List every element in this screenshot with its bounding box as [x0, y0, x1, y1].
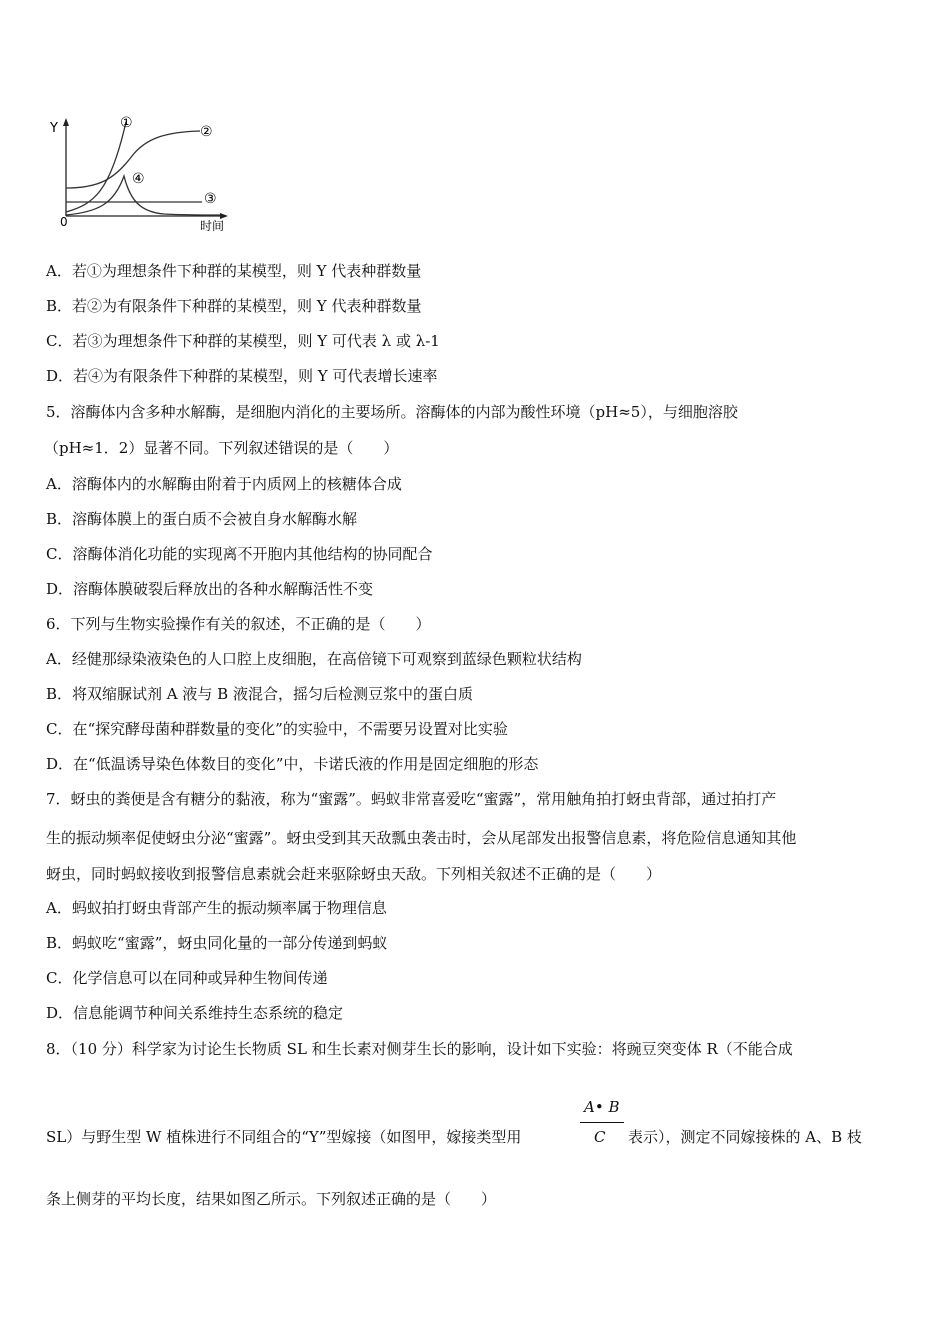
q5-stem-line1: 5．溶酶体内含多种水解酶，是细胞内消化的主要场所。溶酶体的内部为酸性环境（pH≈5），与细胞溶胶	[46, 403, 738, 421]
curves-graph	[44, 108, 244, 238]
curve-label-4: ④	[132, 171, 145, 187]
q6-option-c: C．在“探究酵母菌种群数量的变化”的实验中，不需要另设置对比实验	[46, 720, 508, 738]
q5-option-a: A．溶酶体内的水解酶由附着于内质网上的核糖体合成	[46, 475, 402, 493]
q4-option-a: A．若①为理想条件下种群的某模型，则 Y 代表种群数量	[46, 262, 422, 280]
q6-option-a: A．经健那绿染液染色的人口腔上皮细胞，在高倍镜下可观察到蓝绿色颗粒状结构	[46, 650, 582, 668]
fraction-denominator: C	[594, 1128, 606, 1146]
q5-stem-line2: （pH≈1．2）显著不同。下列叙述错误的是（ ）	[44, 439, 399, 457]
curve-label-1: ①	[120, 115, 133, 131]
population-curves-figure	[44, 108, 244, 238]
q7-stem-line2: 生的振动频率促使蚜虫分泌“蜜露”。蚜虫受到其天敌瓢虫袭击时，会从尾部发出报警信息素，将危险信息通知其他	[46, 829, 797, 847]
x-axis-label: 时间	[200, 219, 225, 233]
curve-label-2: ②	[200, 124, 213, 140]
graft-type-fraction	[578, 1098, 628, 1148]
q6-option-b: B．将双缩脲试剂 A 液与 B 液混合，摇匀后检测豆浆中的蛋白质	[46, 685, 473, 703]
q4-option-c: C．若③为理想条件下种群的某模型，则 Y 可代表 λ 或 λ-1	[46, 332, 440, 350]
q7-option-d: D．信息能调节种间关系维持生态系统的稳定	[46, 1004, 344, 1022]
q6-option-d: D．在“低温诱导染色体数目的变化”中，卡诺氏液的作用是固定细胞的形态	[46, 755, 539, 773]
q7-stem-line3: 蚜虫，同时蚂蚁接收到报警信息素就会赶来驱除蚜虫天敌。下列相关叙述不正确的是（ ）	[46, 865, 662, 883]
q5-option-c: C．溶酶体消化功能的实现离不开胞内其他结构的协同配合	[46, 545, 433, 563]
curve-label-3: ③	[204, 191, 217, 207]
fraction-numerator: A• B	[584, 1098, 620, 1116]
q4-option-d: D．若④为有限条件下种群的某模型，则 Y 可代表增长速率	[46, 367, 438, 385]
q7-stem-line1: 7．蚜虫的粪便是含有糖分的黏液，称为“蜜露”。蚂蚁非常喜爱吃“蜜露”，常用触角拍打蚜虫背部，通过拍打产	[46, 790, 777, 808]
q6-stem: 6．下列与生物实验操作有关的叙述，不正确的是（ ）	[46, 615, 431, 633]
q5-option-d: D．溶酶体膜破裂后释放出的各种水解酶活性不变	[46, 580, 374, 598]
q5-option-b: B．溶酶体膜上的蛋白质不会被自身水解酶水解	[46, 510, 358, 528]
q8-stem-line2-before: SL）与野生型 W 植株进行不同组合的“Y”型嫁接（如图甲，嫁接类型用	[46, 1128, 522, 1146]
y-axis-label: Y	[50, 121, 58, 136]
q7-option-b: B．蚂蚁吃“蜜露”，蚜虫同化量的一部分传递到蚂蚁	[46, 934, 388, 952]
q7-option-c: C．化学信息可以在同种或异种生物间传递	[46, 969, 328, 987]
origin-label: 0	[60, 215, 68, 229]
q8-stem-line3: 条上侧芽的平均长度，结果如图乙所示。下列叙述正确的是（ ）	[46, 1190, 497, 1208]
q8-stem-line1: 8．（10 分）科学家为讨论生长物质 SL 和生长素对侧芽生长的影响，设计如下实验：将豌豆突变体 R（不能合成	[46, 1040, 793, 1058]
curve-1	[66, 122, 126, 212]
q4-option-b: B．若②为有限条件下种群的某模型，则 Y 代表种群数量	[46, 297, 422, 315]
fraction-bar	[580, 1122, 624, 1123]
q7-option-a: A．蚂蚁拍打蚜虫背部产生的振动频率属于物理信息	[46, 899, 387, 917]
y-axis-arrow	[63, 118, 69, 126]
q8-stem-line2-after: 表示），测定不同嫁接株的 A、B 枝	[628, 1128, 862, 1146]
